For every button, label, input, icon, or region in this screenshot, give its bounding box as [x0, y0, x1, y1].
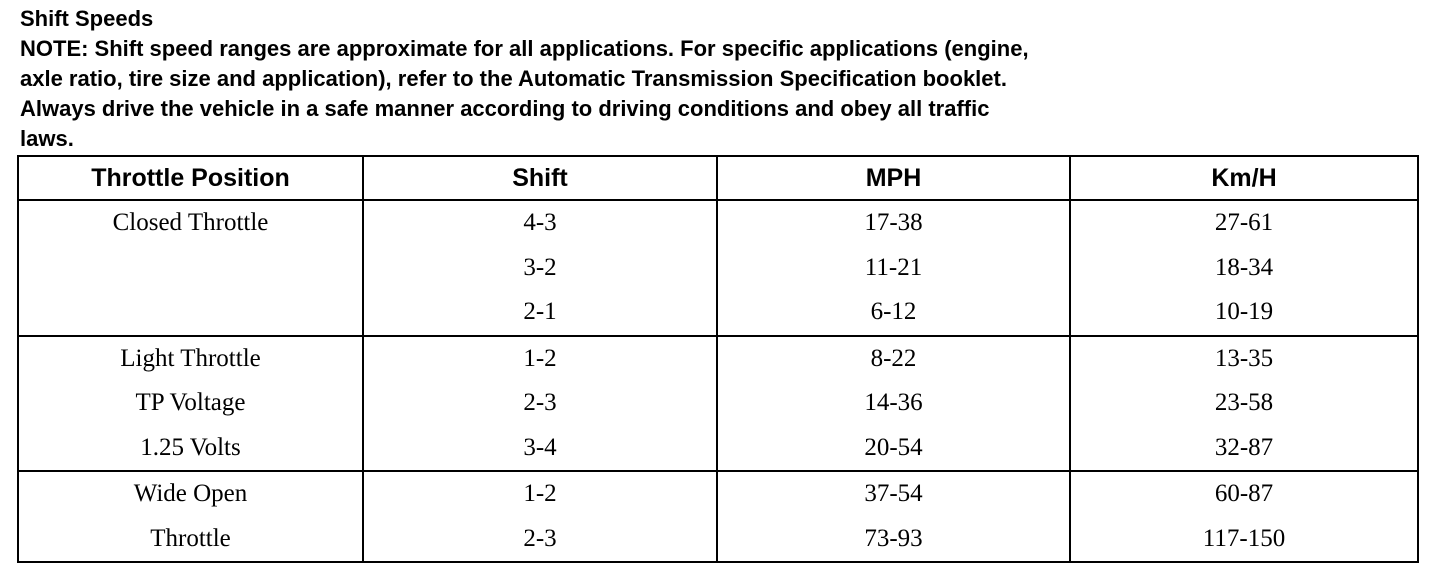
mph-cell: 17-38: [717, 200, 1070, 246]
kmh-cell: 23-58: [1070, 381, 1418, 426]
mph-cell: 37-54: [717, 471, 1070, 517]
kmh-cell: 10-19: [1070, 290, 1418, 336]
throttle-cell: TP Voltage: [18, 381, 363, 426]
shift-cell: 3-2: [363, 246, 717, 291]
note-line: axle ratio, tire size and application), refer to the Automatic Transmission Specification booklet.: [20, 66, 1007, 91]
shift-cell: 1-2: [363, 336, 717, 382]
shift-cell: 2-1: [363, 290, 717, 336]
throttle-cell: Throttle: [18, 517, 363, 563]
table-row: [18, 517, 1418, 563]
shift-speeds-table: [17, 155, 1419, 563]
table-row: [18, 200, 1418, 246]
page-title: Shift Speeds: [20, 6, 154, 31]
throttle-cell: [18, 290, 363, 336]
mph-cell: 8-22: [717, 336, 1070, 382]
header-shift: Shift: [363, 156, 717, 200]
shift-cell: 4-3: [363, 200, 717, 246]
note-line: Always drive the vehicle in a safe manner according to driving conditions and obey all traffic: [20, 96, 990, 121]
table-row: [18, 246, 1418, 291]
throttle-cell: Wide Open: [18, 471, 363, 517]
table-header-row: [18, 156, 1418, 200]
throttle-cell: [18, 246, 363, 291]
kmh-cell: 60-87: [1070, 471, 1418, 517]
throttle-cell: Closed Throttle: [18, 200, 363, 246]
shift-cell: 2-3: [363, 517, 717, 563]
mph-cell: 14-36: [717, 381, 1070, 426]
note-line: laws.: [20, 126, 74, 151]
header-throttle-position: Throttle Position: [18, 156, 363, 200]
header-kmh: Km/H: [1070, 156, 1418, 200]
kmh-cell: 18-34: [1070, 246, 1418, 291]
mph-cell: 6-12: [717, 290, 1070, 336]
mph-cell: 20-54: [717, 426, 1070, 472]
kmh-cell: 117-150: [1070, 517, 1418, 563]
header-mph: MPH: [717, 156, 1070, 200]
mph-cell: 11-21: [717, 246, 1070, 291]
table-row: [18, 426, 1418, 472]
shift-cell: 2-3: [363, 381, 717, 426]
shift-cell: 1-2: [363, 471, 717, 517]
table-row: [18, 336, 1418, 382]
table-row: [18, 471, 1418, 517]
kmh-cell: 13-35: [1070, 336, 1418, 382]
table-row: [18, 381, 1418, 426]
kmh-cell: 27-61: [1070, 200, 1418, 246]
throttle-cell: Light Throttle: [18, 336, 363, 382]
table-row: [18, 290, 1418, 336]
mph-cell: 73-93: [717, 517, 1070, 563]
throttle-cell: 1.25 Volts: [18, 426, 363, 472]
note-line: NOTE: Shift speed ranges are approximate for all applications. For specific applications (engine,: [20, 36, 1029, 61]
shift-cell: 3-4: [363, 426, 717, 472]
note-paragraph: [20, 34, 1220, 154]
kmh-cell: 32-87: [1070, 426, 1418, 472]
